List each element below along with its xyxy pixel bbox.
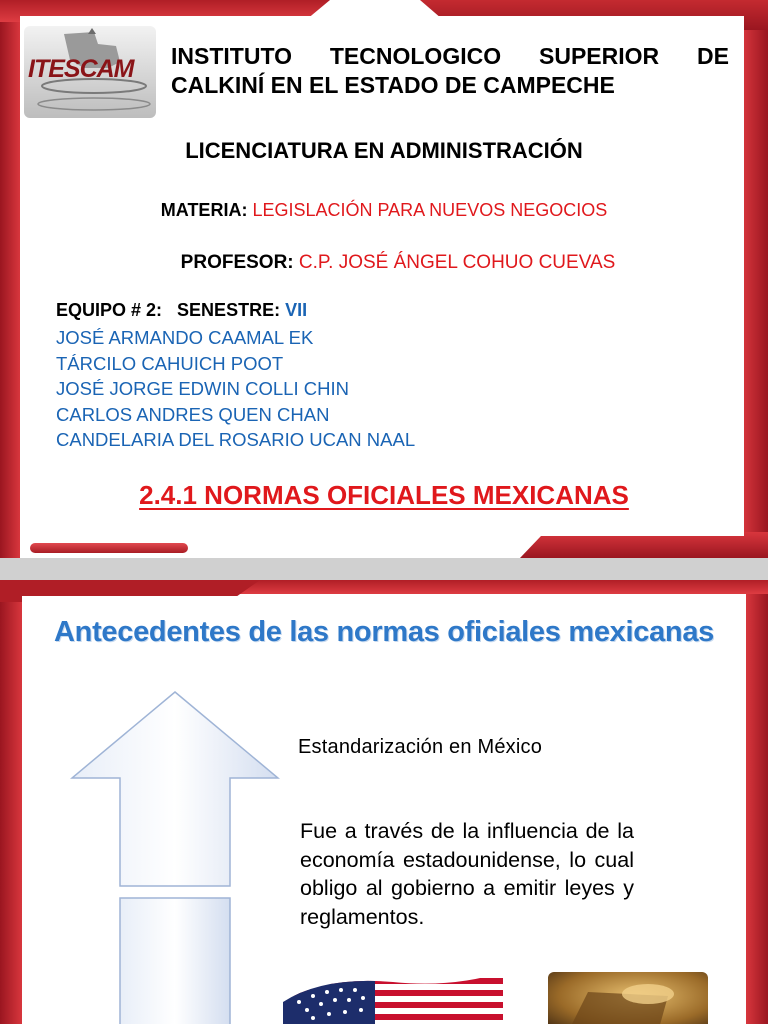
institution-title: INSTITUTO TECNOLOGICO SUPERIOR DE CALKINÍ EN EL ESTADO DE CAMPECHE xyxy=(171,43,729,98)
us-flag-icon xyxy=(283,972,503,1024)
frame-left-stripe xyxy=(0,0,20,558)
semester-value: VII xyxy=(285,300,308,320)
team-member: JOSÉ JORGE EDWIN COLLI CHIN xyxy=(56,378,349,399)
team-member: TÁRCILO CAHUICH POOT xyxy=(56,352,284,374)
materia-line xyxy=(0,200,768,221)
profesor-value: C.P. JOSÉ ÁNGEL COHUO CUEVAS xyxy=(298,252,616,273)
topic-heading: 2.4.1 NORMAS OFICIALES MEXICANAS xyxy=(139,480,629,510)
frame-bottom-bar xyxy=(30,543,188,553)
team-line xyxy=(56,300,307,321)
profesor-label: PROFESOR: xyxy=(180,252,294,273)
subheading: Estandarización en México xyxy=(298,736,543,758)
frame-right-stripe xyxy=(742,0,768,558)
body-paragraph: Fue a través de la influencia de la economía estadounidense, lo cual obligo al gobierno a emitir leyes y reglamentos. xyxy=(300,819,634,929)
up-down-arrow-icon xyxy=(70,690,280,1024)
semester-label: SENESTRE: xyxy=(177,300,281,320)
law-book-photo xyxy=(548,972,708,1024)
materia-value: LEGISLACIÓN PARA NUEVOS NEGOCIOS xyxy=(252,200,608,220)
profesor-line xyxy=(14,252,768,274)
slide-title: Antecedentes de las normas oficiales mexicanas xyxy=(54,616,714,648)
page-separator xyxy=(0,558,768,580)
program-title: LICENCIATURA EN ADMINISTRACIÓN xyxy=(185,138,583,163)
team-member: JOSÉ ARMANDO CAAMAL EK xyxy=(56,327,314,348)
slide-antecedentes xyxy=(0,580,768,1024)
team-member: CANDELARIA DEL ROSARIO UCAN NAAL xyxy=(56,429,416,450)
materia-label: MATERIA: xyxy=(160,200,248,220)
team-member: CARLOS ANDRES QUEN CHAN xyxy=(56,403,330,425)
team-members xyxy=(56,325,415,453)
team-label: EQUIPO # 2: xyxy=(56,300,163,320)
logo-wordmark: ITESCAM xyxy=(28,55,134,83)
